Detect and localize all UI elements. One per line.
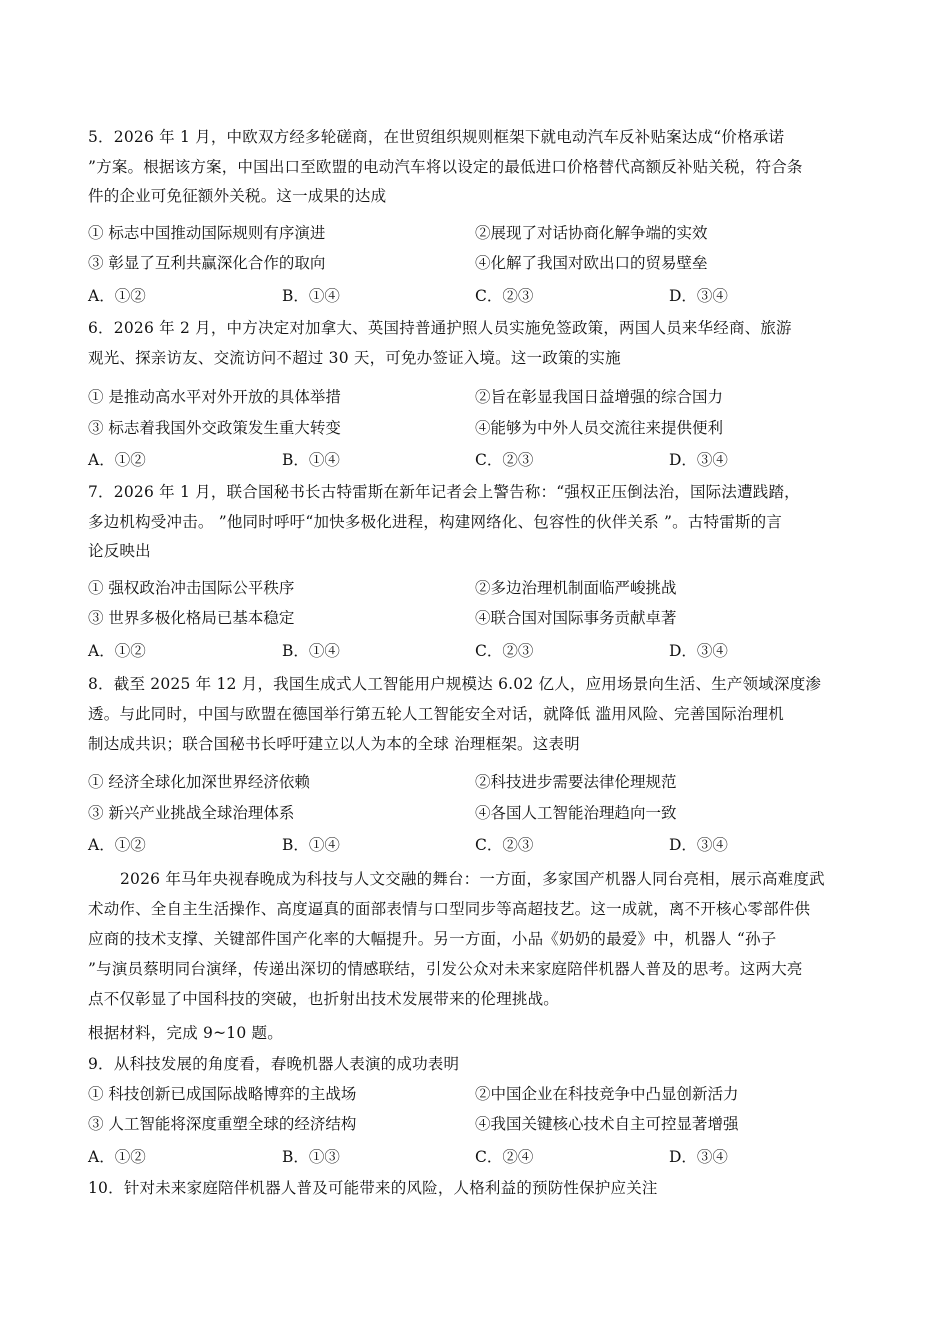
q5-answer-a: A．①② (88, 287, 146, 305)
q6-answer-d: D．③④ (669, 451, 728, 469)
q7-option-3: ③ 世界多极化格局已基本稳定 (88, 609, 295, 627)
q9-option-4: ④我国关键核心技术自主可控显著增强 (475, 1115, 739, 1133)
material-instruction: 根据材料，完成 9~10 题。 (88, 1024, 283, 1042)
q9-stem: 9．从科技发展的角度看，春晚机器人表演的成功表明 (88, 1055, 460, 1073)
q6-answer-c: C．②③ (475, 451, 534, 469)
q8-answer-b: B．①④ (282, 836, 340, 854)
q8-stem-line-2: 透。与此同时，中国与欧盟在德国举行第五轮人工智能安全对话，就降低 滥用风险、完善国际治理机 (88, 705, 784, 723)
q7-answer-d: D．③④ (669, 642, 728, 660)
q9-option-2: ②中国企业在科技竞争中凸显创新活力 (475, 1085, 739, 1103)
q5-option-3: ③ 彰显了互利共赢深化合作的取向 (88, 254, 326, 272)
material-line-2: 术动作、全自主生活操作、高度逼真的面部表情与口型同步等高超技艺。这一成就，离不开核心零部件供 (88, 900, 811, 918)
q5-option-4: ④化解了我国对欧出口的贸易壁垒 (475, 254, 708, 272)
q9-answer-d: D．③④ (669, 1148, 728, 1166)
q8-option-1: ① 经济全球化加深世界经济依赖 (88, 773, 310, 791)
q5-answer-b: B．①④ (282, 287, 340, 305)
q8-option-2: ②科技进步需要法律伦理规范 (475, 773, 677, 791)
q5-answer-c: C．②③ (475, 287, 534, 305)
q6-answer-a: A．①② (88, 451, 146, 469)
material-line-3: 应商的技术支撑、关键部件国产化率的大幅提升。另一方面，小品《奶奶的最爱》中，机器人 “孙子 (88, 930, 777, 948)
q7-stem-line-2: 多边机构受冲击。 ”他同时呼吁“加快多极化进程，构建网络化、包容性的伙伴关系 ”。古特雷斯的言 (88, 513, 783, 531)
q8-answer-a: A．①② (88, 836, 146, 854)
q7-option-1: ① 强权政治冲击国际公平秩序 (88, 579, 295, 597)
q8-answer-d: D．③④ (669, 836, 728, 854)
material-line-1: 2026 年马年央视春晚成为科技与人文交融的舞台：一方面，多家国产机器人同台亮相，展示高难度武 (120, 870, 825, 888)
q5-answer-d: D．③④ (669, 287, 728, 305)
material-line-4: ”与演员蔡明同台演绎，传递出深切的情感联结，引发公众对未来家庭陪伴机器人普及的思考。这两大亮 (88, 960, 803, 978)
q9-option-3: ③ 人工智能将深度重塑全球的经济结构 (88, 1115, 357, 1133)
q9-answer-a: A．①② (88, 1148, 146, 1166)
q8-stem-line-3: 制达成共识；联合国秘书长呼吁建立以人为本的全球 治理框架。这表明 (88, 735, 580, 753)
q7-option-2: ②多边治理机制面临严峻挑战 (475, 579, 677, 597)
q7-option-4: ④联合国对国际事务贡献卓著 (475, 609, 677, 627)
q5-stem-line-1: 5．2026 年 1 月，中欧双方经多轮磋商，在世贸组织规则框架下就电动汽车反补贴案达成“价格承诺 (88, 128, 785, 146)
material-line-5: 点不仅彰显了中国科技的突破，也折射出技术发展带来的伦理挑战。 (88, 990, 560, 1008)
q7-answer-c: C．②③ (475, 642, 534, 660)
q7-stem-line-1: 7．2026 年 1 月，联合国秘书长古特雷斯在新年记者会上警告称：“强权正压倒法治，国际法遭践踏， (88, 483, 800, 501)
q7-stem-line-3: 论反映出 (88, 542, 151, 560)
q8-option-3: ③ 新兴产业挑战全球治理体系 (88, 804, 295, 822)
q9-option-1: ① 科技创新已成国际战略博弈的主战场 (88, 1085, 357, 1103)
q8-stem-line-1: 8．截至 2025 年 12 月，我国生成式人工智能用户规模达 6.02 亿人，应用场景向生活、生产领域深度渗 (88, 675, 822, 693)
q9-answer-b: B．①③ (282, 1148, 340, 1166)
q6-option-4: ④能够为中外人员交流往来提供便利 (475, 419, 724, 437)
q6-stem-line-2: 观光、探亲访友、交流访问不超过 30 天，可免办签证入境。这一政策的实施 (88, 349, 621, 367)
q5-stem-line-3: 件的企业可免征额外关税。这一成果的达成 (88, 187, 387, 205)
q5-stem-line-2: ”方案。根据该方案，中国出口至欧盟的电动汽车将以设定的最低进口价格替代高额反补贴关税，符合条 (88, 158, 803, 176)
q6-stem-line-1: 6．2026 年 2 月，中方决定对加拿大、英国持普通护照人员实施免签政策，两国人员来华经商、旅游 (88, 319, 792, 337)
q6-answer-b: B．①④ (282, 451, 340, 469)
q5-option-1: ① 标志中国推动国际规则有序演进 (88, 224, 326, 242)
q6-option-2: ②旨在彰显我国日益增强的综合国力 (475, 388, 724, 406)
q8-answer-c: C．②③ (475, 836, 534, 854)
q7-answer-a: A．①② (88, 642, 146, 660)
q8-option-4: ④各国人工智能治理趋向一致 (475, 804, 677, 822)
q10-stem: 10．针对未来家庭陪伴机器人普及可能带来的风险，人格利益的预防性保护应关注 (88, 1179, 658, 1197)
q5-option-2: ②展现了对话协商化解争端的实效 (475, 224, 708, 242)
q9-answer-c: C．②④ (475, 1148, 534, 1166)
q6-option-3: ③ 标志着我国外交政策发生重大转变 (88, 419, 341, 437)
q6-option-1: ① 是推动高水平对外开放的具体举措 (88, 388, 341, 406)
q7-answer-b: B．①④ (282, 642, 340, 660)
